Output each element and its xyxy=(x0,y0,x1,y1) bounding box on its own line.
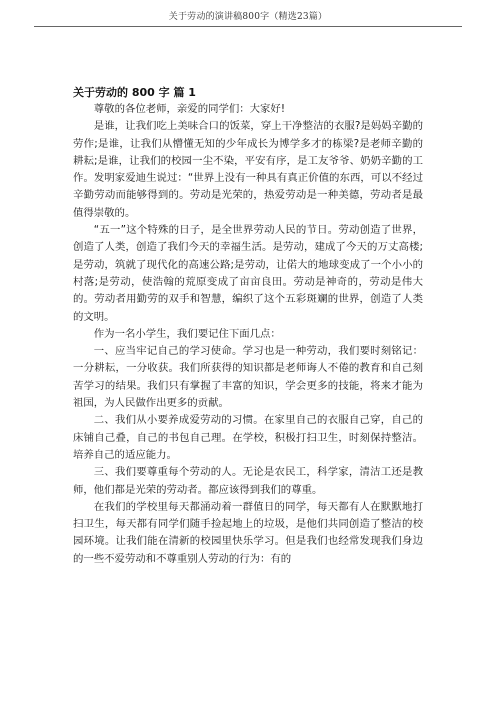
header-divider xyxy=(34,26,462,27)
paragraph-6: 三、我们要尊重每个劳动的人。无论是农民工，科学家，清洁工还是教师，他们都是光荣的劳动者。都应该得到我们的尊重。 xyxy=(73,466,423,496)
section-title: 关于劳动的 800 字 篇 1 xyxy=(73,86,196,99)
paragraph-1: 是谁，让我们吃上美味合口的饭菜，穿上干净整洁的衣服?是妈妈辛勤的劳作;是谁，让我们从懵懂无知的少年成长为博学多才的栋梁?是老师辛勤的耕耘;是谁，让我们的校园一尘不染，平安有序，是工友爷爷、奶奶辛勤的工作。发明家爱迪生说过：“世界上没有一种具有真正价值的东西，可以不经过辛勤劳动而能够得到的。劳动是光荣的，热爱劳动是一种美德，劳动者是最值得崇敬的。 xyxy=(73,120,423,219)
paragraph-7: 在我们的学校里每天都涌动着一群值日的同学，每天都有人在默默地打扫卫生，每天都有同学们随手捡起地上的垃圾，是他们共同创造了整洁的校园环境。让我们能在清新的校园里快乐学习。但是我们也经常发现我们身边的一些不爱劳动和不尊重别人劳动的行为：有的 xyxy=(73,500,423,565)
paragraph-5: 二、我们从小要养成爱劳动的习惯。在家里自己的衣服自己穿，自己的床铺自己叠，自己的书包自己理。在学校，积极打扫卫生，时刻保持整洁。培养自己的适应能力。 xyxy=(73,414,423,461)
document-header-title: 关于劳动的演讲稿800字（精选23篇） xyxy=(168,12,328,22)
document-body xyxy=(73,101,423,568)
paragraph-4: 一、应当牢记自己的学习使命。学习也是一种劳动，我们要时刻铭记：一分耕耘，一分收获。我们所获得的知识都是老师诲人不倦的教育和自己刻苦学习的结果。我们只有掌握了丰富的知识，学会更多的技能，将来才能为祖国，为人民做作出更多的贡献。 xyxy=(73,345,423,410)
paragraph-3: 作为一名小学生，我们要记住下面几点： xyxy=(93,327,281,340)
paragraph-greeting: 尊敬的各位老师，亲爱的同学们：大家好! xyxy=(93,103,285,115)
paragraph-2: “五一”这个特殊的日子，是全世界劳动人民的节日。劳动创造了世界，创造了人类，创造了我们今天的幸福生活。是劳动，建成了今天的万丈高楼;是劳动，筑就了现代化的高速公路;是劳动，让偌大的地球变成了一个小小的村落;是劳动，使浩翰的荒原变成了亩亩良田。劳动是神奇的，劳动是伟大的。劳动者用勤劳的双手和智慧，编织了这个五彩斑斓的世界，创造了人类的文明。 xyxy=(73,224,423,323)
